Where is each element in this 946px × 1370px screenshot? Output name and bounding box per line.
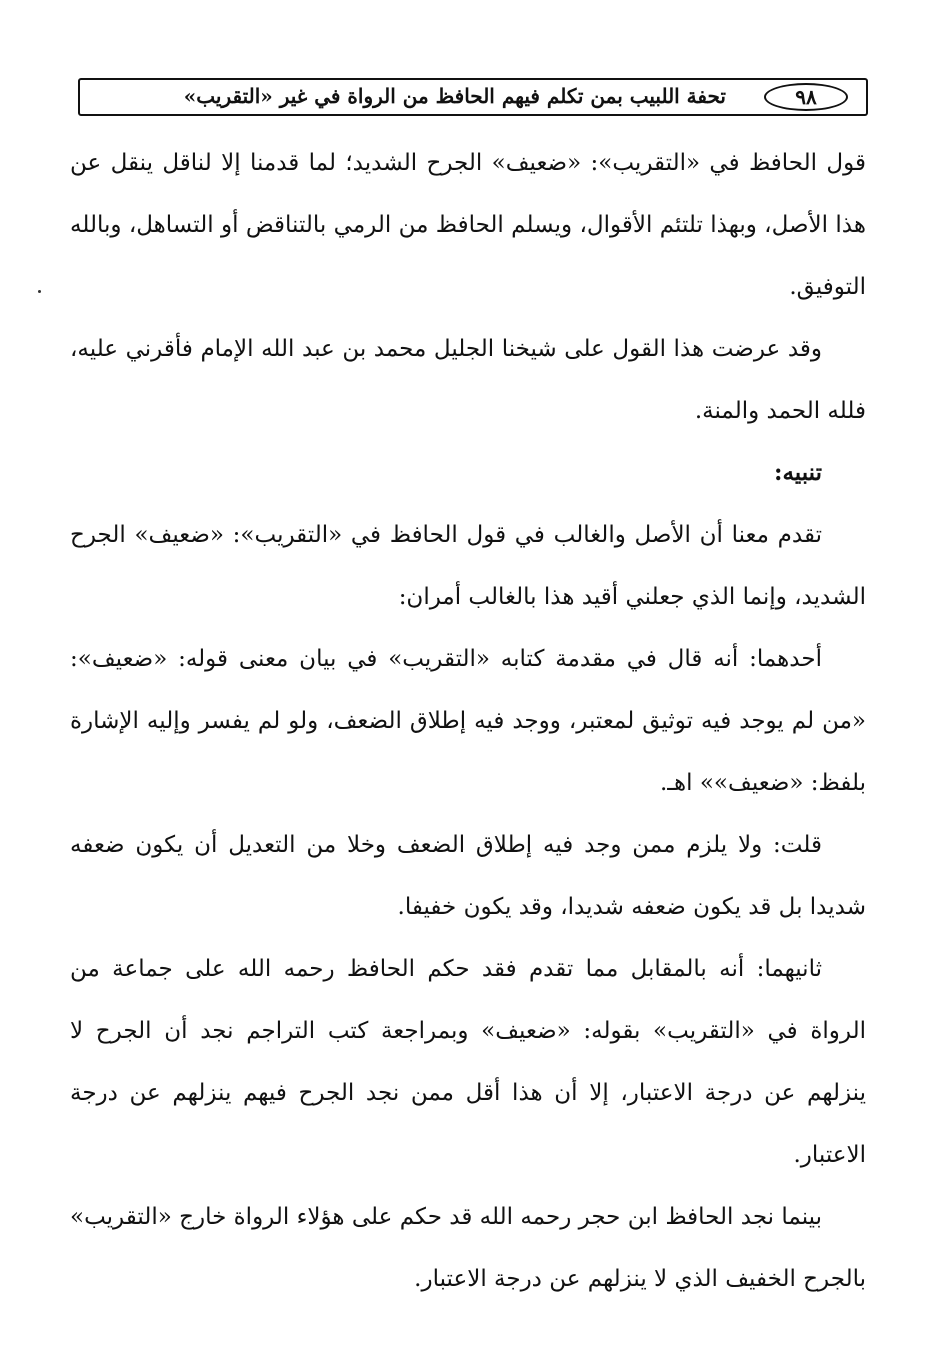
paragraph: وقد عرضت هذا القول على شيخنا الجليل محمد بن عبد الله الإمام فأقرني عليه، فلله الحمد والمنة.	[70, 336, 866, 424]
paragraph: قول الحافظ في «التقريب»: «ضعيف» الجرح الشديد؛ لما قدمنا إلا لناقل ينقل عن هذا الأصل، وبهذا تلتئم الأقوال، ويسلم الحافظ من الرمي بالتناقض أو التساهل، وبالله التوفيق.	[70, 150, 866, 300]
paragraph: بينما نجد الحافظ ابن حجر رحمه الله قد حكم على هؤلاء الرواة خارج «التقريب» بالجرح الخفيف الذي لا ينزلهم عن درجة الاعتبار.	[70, 1204, 866, 1292]
section-heading: تنبيه:	[773, 459, 822, 486]
page-body	[70, 132, 866, 1310]
page-number: ٩٨	[764, 83, 848, 111]
paragraph: ثانيهما: أنه بالمقابل مما تقدم فقد حكم الحافظ رحمه الله على جماعة من الرواة في «التقريب» بقوله: «ضعيف» وبمراجعة كتب التراجم نجد أن الجرح لا ينزلهم عن درجة الاعتبار، إلا أن هذا أقل ممن نجد الجرح فيهم ينزلهم عن درجة الاعتبار.	[70, 956, 866, 1168]
paragraph: أحدهما: أنه قال في مقدمة كتابه «التقريب» في بيان معنى قوله: «ضعيف»: «من لم يوجد فيه توثيق لمعتبر، ووجد فيه إطلاق الضعف، ولو لم يفسر وإليه الإشارة بلفظ: «ضعيف»» اهـ.	[70, 646, 866, 796]
scan-speck	[38, 290, 41, 293]
paragraph: قلت: ولا يلزم ممن وجد فيه إطلاق الضعف وخلا من التعديل أن يكون ضعفه شديدا بل قد يكون ضعفه شديدا، وقد يكون خفيفا.	[70, 832, 866, 920]
header-title: تحفة اللبيب بمن تكلم فيهم الحافظ من الرواة في غير «التقريب»	[183, 84, 726, 108]
running-header	[78, 78, 868, 116]
paragraph: تقدم معنا أن الأصل والغالب في قول الحافظ في «التقريب»: «ضعيف» الجرح الشديد، وإنما الذي جعلني أقيد هذا بالغالب أمران:	[70, 522, 866, 610]
